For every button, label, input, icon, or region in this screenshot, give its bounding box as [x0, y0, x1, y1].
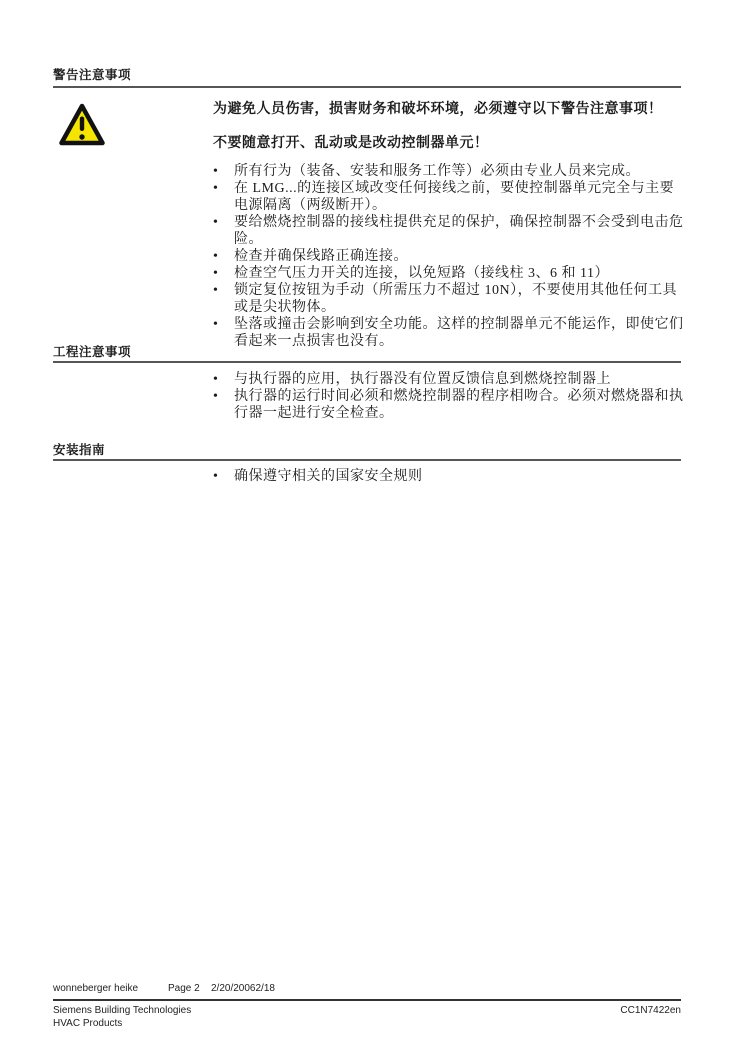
- bullet-text: 与执行器的应用，执行器没有位置反馈信息到燃烧控制器上: [234, 372, 611, 387]
- section-rule: [53, 459, 681, 461]
- bullet-text: 所有行为（装备、安装和服务工作等）必须由专业人员来完成。: [234, 164, 640, 179]
- bullet-text: 检查并确保线路正确连接。: [234, 249, 408, 264]
- footer-date: 2/20/20062/18: [211, 983, 275, 994]
- list-item: [211, 214, 687, 248]
- list-item: [211, 371, 687, 388]
- engineering-bullet-list: [211, 371, 687, 422]
- list-item: [211, 248, 687, 265]
- bullet-text: 确保遵守相关的国家安全规则: [234, 469, 423, 484]
- list-item: [211, 180, 687, 214]
- list-item: [211, 163, 687, 180]
- bullet-text: 锁定复位按钮为手动（所需压力不超过 10N），不要使用其他任何工具或是尖状物体。: [234, 283, 678, 315]
- bullet-text: 执行器的运行时间必须和燃烧控制器的程序相吻合。必须对燃烧器和执行器一起进行安全检查。: [234, 389, 684, 421]
- section-title-warning-notes: 警告注意事项: [53, 68, 132, 82]
- list-item: [211, 282, 687, 316]
- bullet-text: 检查空气压力开关的连接，以免短路（接线柱 3、6 和 11）: [234, 266, 609, 281]
- section-rule: [53, 361, 681, 363]
- warning-bold-line-1: 为避免人员伤害，损害财务和破坏环境，必须遵守以下警告注意事项！: [213, 102, 663, 117]
- bullet-text: 坠落或撞击会影响到安全功能。这样的控制器单元不能运作，即使它们看起来一点损害也没有。: [234, 317, 684, 349]
- footer-company-line-1: Siemens Building Technologies: [53, 1005, 192, 1016]
- footer-doc-code: CC1N7422en: [620, 1005, 681, 1016]
- warning-bullet-list: [211, 163, 687, 350]
- footer-company-line-2: HVAC Products: [53, 1018, 123, 1029]
- bullet-text: 要给燃烧控制器的接线柱提供充足的保护，确保控制器不会受到电击危险。: [234, 215, 684, 247]
- section-title-installation-guide: 安装指南: [53, 443, 106, 457]
- list-item: [211, 468, 687, 485]
- warning-bold-line-2: 不要随意打开、乱动或是改动控制器单元！: [213, 136, 489, 151]
- warning-triangle-icon: [58, 102, 106, 148]
- list-item: [211, 265, 687, 282]
- list-item: [211, 316, 687, 350]
- footer-page-number: Page 2: [168, 983, 200, 994]
- section-title-engineering-notes: 工程注意事项: [53, 345, 132, 359]
- footer-author: wonneberger heike: [53, 983, 139, 994]
- bullet-text: 在 LMG...的连接区域改变任何接线之前，要使控制器单元完全与主要电源隔离（两级断开）。: [234, 181, 675, 213]
- footer-rule: [53, 999, 681, 1001]
- section-rule: [53, 86, 681, 88]
- installation-bullet-list: [211, 468, 687, 485]
- list-item: [211, 388, 687, 422]
